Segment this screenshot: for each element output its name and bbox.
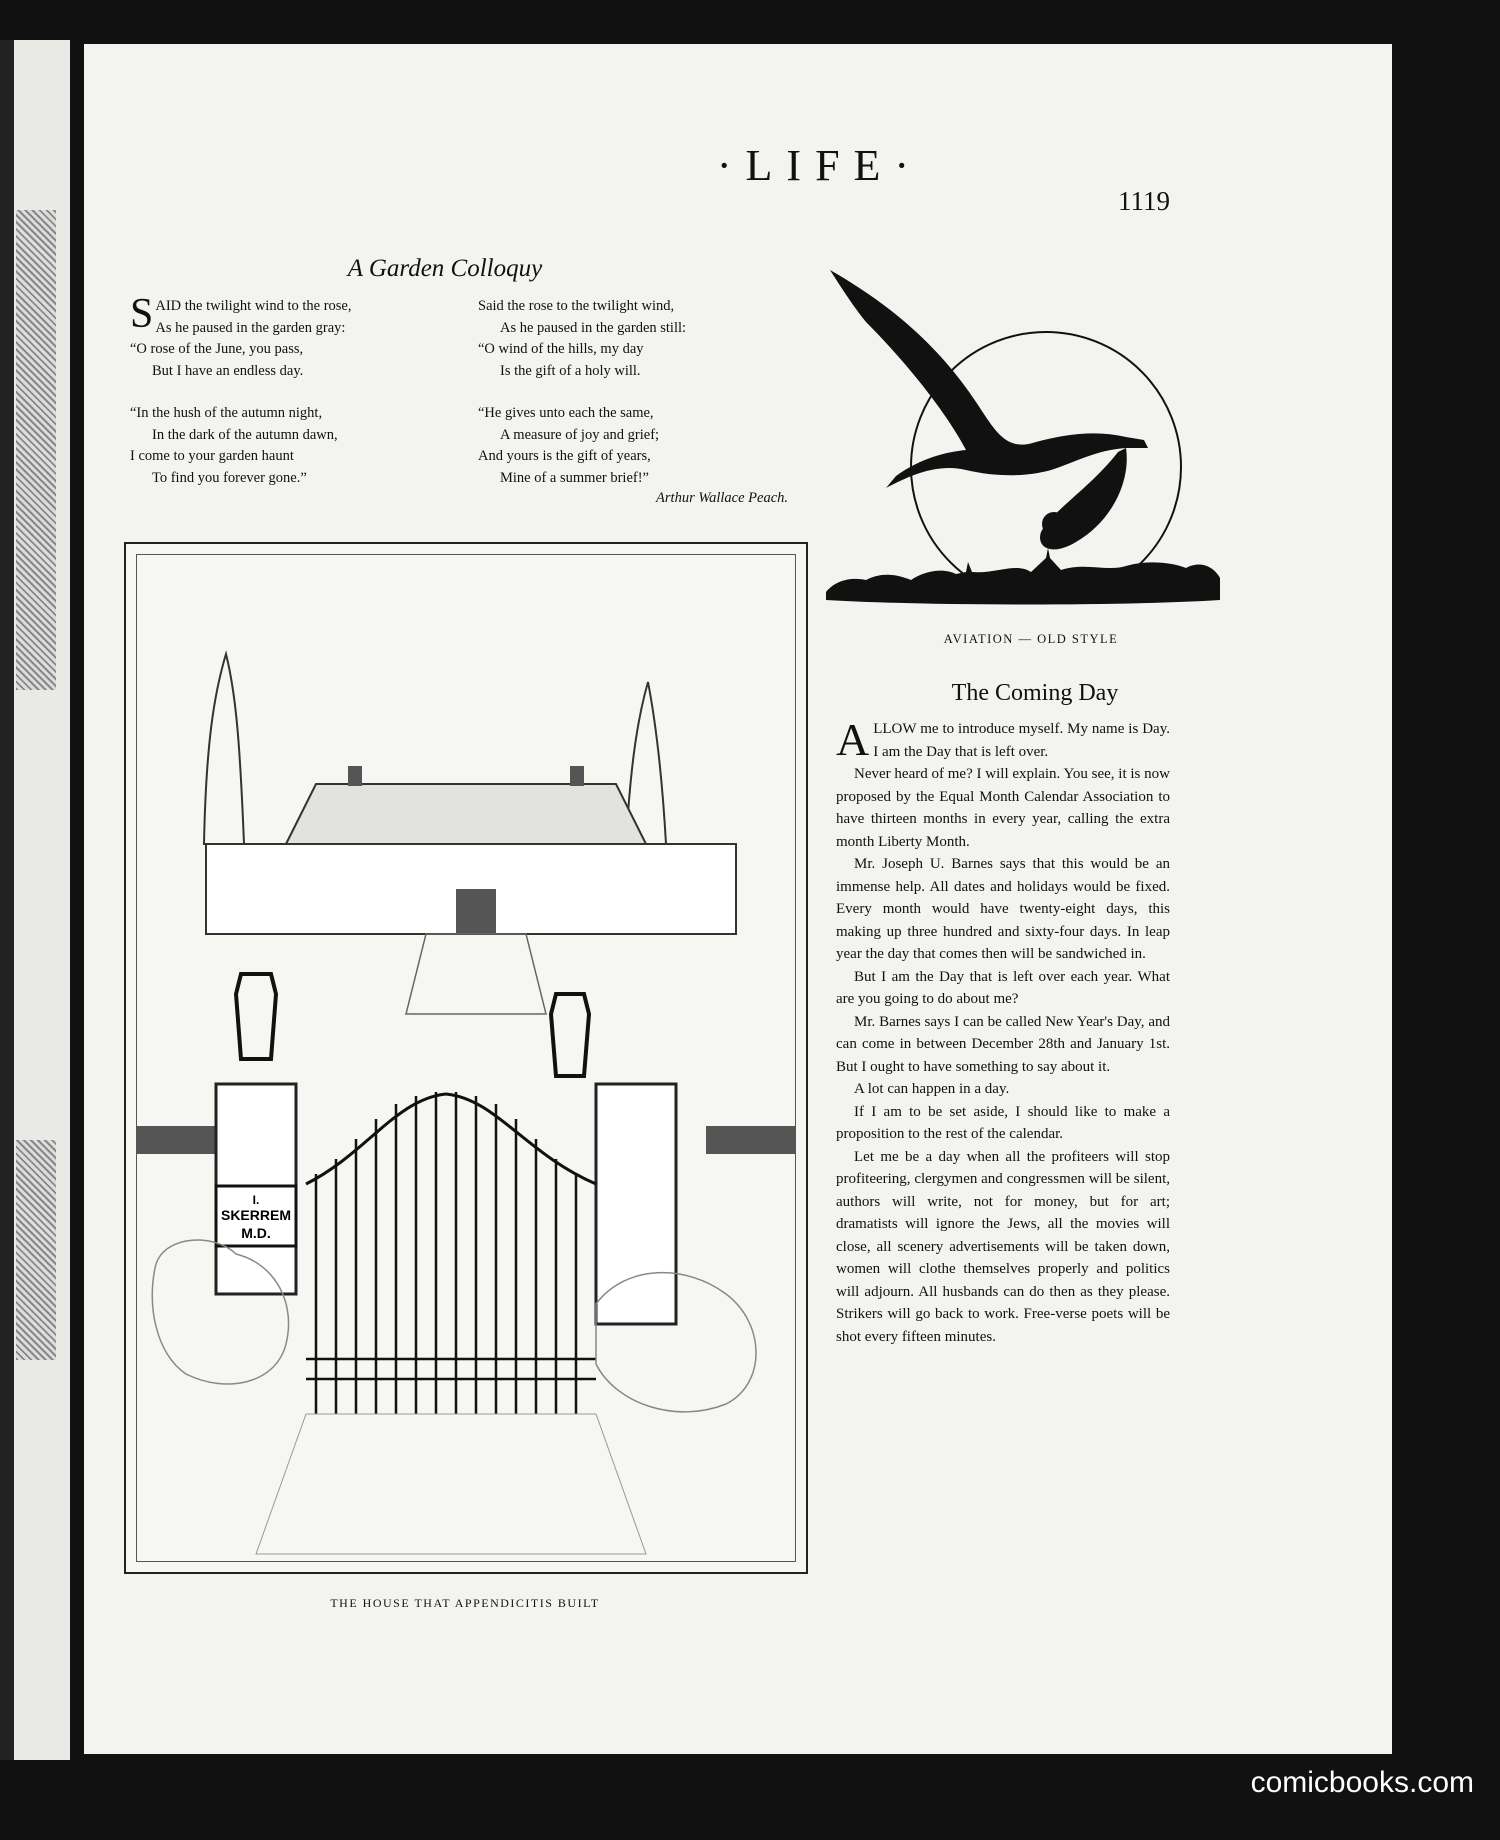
chimney-left [348, 766, 362, 786]
page-number: 1119 [1118, 186, 1170, 216]
wall-right [706, 1126, 796, 1154]
article-paragraph: Never heard of me? I will explain. You see, it is now proposed by the Equal Month Calendar Association to have thirteen months in every year, calling the extra month Liberty Month. [836, 766, 1170, 850]
wall-left [136, 1126, 226, 1154]
path-to-gate [256, 1414, 646, 1554]
article-paragraph: A lot can happen in a day. [854, 1081, 1010, 1097]
lamp-right [551, 994, 589, 1076]
article-paragraph: If I am to be set aside, I should like to make a proposition to the rest of the calendar. [836, 1103, 1170, 1142]
stork-illustration [826, 262, 1220, 612]
article-paragraph: ALLOW me to introduce myself. My name is Day. I am the Day that is left over. [836, 714, 1170, 765]
poem-title: A Garden Colloquy [347, 255, 543, 282]
baby-head [1042, 512, 1066, 536]
wrought-iron-gate-arch [306, 1094, 596, 1184]
article-paragraph: Mr. Barnes says I can be called New Year's Day, and can come in between December 28th and January 1st. But I ought to have something to say about it. [836, 1013, 1170, 1075]
article-paragraph: But I am the Day that is left over each year. What are you going to do about me? [836, 968, 1170, 1007]
poem-stanza-3: “In the hush of the autumn night, In the dark of the autumn dawn, I come to your garden haunt To find you forever gone.” [130, 405, 338, 486]
article-drop-cap: A [836, 714, 870, 765]
gate-bars [306, 1092, 596, 1414]
poem-drop-cap: S [130, 291, 154, 337]
doctor-sign-line1: I. [252, 1193, 260, 1207]
lamp-left [236, 974, 276, 1059]
doctor-sign-line3: M.D. [241, 1225, 271, 1241]
gate-pillar-right [596, 1084, 676, 1324]
masthead: ·LIFE· [716, 141, 924, 190]
cypress-tree-left [204, 654, 244, 844]
poem-stanza-2: Said the rose to the twilight wind, As he paused in the garden still: “O wind of the hills, my day Is the gift of a holy will. [478, 298, 687, 379]
article-paragraph: Mr. Joseph U. Barnes says that this would be an immense help. All dates and holidays would be fixed. Every month would have twenty-eight days, this making up three hundred and sixty-four days. In leap year the day that comes then will be sandwiched in. [836, 856, 1170, 962]
poem-stanza-4: “He gives unto each the same, A measure of joy and grief; And yours is the gift of years, Mine of a summer brief!” [478, 405, 660, 486]
article-body [836, 714, 1170, 1348]
poem-author: Arthur Wallace Peach. [656, 490, 788, 506]
chimney-right [570, 766, 584, 786]
driveway [406, 934, 546, 1014]
doctor-sign-line2: SKERREM [220, 1207, 292, 1223]
stork-caption: AVIATION — OLD STYLE [943, 632, 1119, 646]
house-illustration [124, 542, 808, 1574]
village-skyline [826, 548, 1220, 605]
poem-stanza-1: S AID the twilight wind to the rose, As he paused in the garden gray: “O rose of the June, you pass, But I have an endless day. [130, 291, 352, 379]
house-caption: THE HOUSE THAT APPENDICITIS BUILT [330, 1596, 600, 1610]
mansion-door [456, 889, 496, 934]
site-watermark: comicbooks.com [1250, 1766, 1474, 1799]
article-title: The Coming Day [951, 680, 1119, 706]
stork-silhouette [830, 270, 1148, 488]
mansion-roof [286, 784, 646, 844]
article-paragraph: Let me be a day when all the profiteers will stop profiteering, clergymen and congressmen will be silent, authors will write, not for money, but for art; dramatists will ignore the Jews, all the movies will close, all scenery advertisements will be taken down, women will clothe themselves properly and politics will adjourn. All husbands can do then as they please. Strikers will go back to work. Free-verse poets will be shot every fifteen minutes. [836, 1148, 1170, 1345]
adjacent-page-edge [0, 40, 70, 1760]
